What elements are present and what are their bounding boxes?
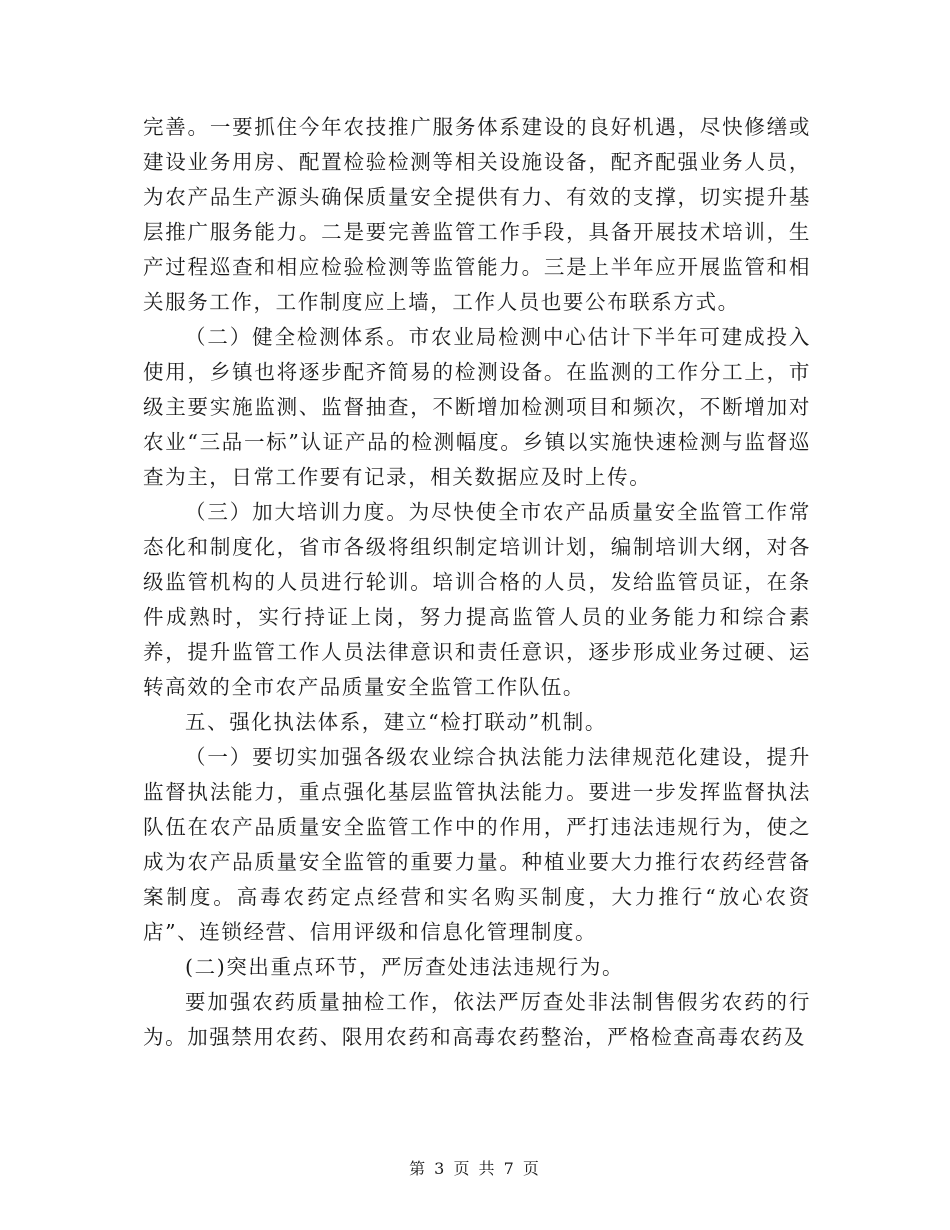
paragraph-training: （三）加大培训力度。为尽快使全市农产品质量安全监管工作常态化和制度化，省市各级将组织制定培训计划，编制培训大纲，对各级监管机构的人员进行轮训。培训合格的人员，发给监管员证，在条件成熟时，实行持证上岗，努力提高监管人员的业务能力和综合素养，提升监管工作人员法律意识和责任意识，逐步形成业务过硬、运转高效的全市农产品质量安全监管工作队伍。 [143,500,811,699]
paragraph-detection-system: （二）健全检测体系。市农业局检测中心估计下半年可建成投入使用，乡镇也将逐步配齐简易的检测设备。在监测的工作分工上，市级主要实施监测、监督抽查，不断增加检测项目和频次，不断增加对农业“三品一标”认证产品的检测幅度。乡镇以实施快速检测与监督巡查为主，日常工作要有记录，相关数据应及时上传。 [143,325,811,489]
paragraph-enforcement-capacity: （一）要切实加强各级农业综合执法能力法律规范化建设，提升监督执法能力，重点强化基层监管执法能力。要进一步发挥监督执法队伍在农产品质量安全监管工作中的作用，严打违法违规行为，使之成为农产品质量安全监管的重要力量。种植业要大力推行农药经营备案制度。高毒农药定点经营和实名购买制度，大力推行“放心农资店”、连锁经营、信用评级和信息化管理制度。 [143,745,811,944]
subheading-key-links: (二)突出重点环节，严厉查处违法违规行为。 [185,955,625,979]
paragraph-continued: 完善。一要抓住今年农技推广服务体系建设的良好机遇，尽快修缮或建设业务用房、配置检验检测等相关设施设备，配齐配强业务人员，为农产品生产源头确保质量安全提供有力、有效的支撑，切实提升基层推广服务能力。二是要完善监管工作手段，具备开展技术培训，生产过程巡查和相应检验检测等监管能力。三是上半年应开展监管和相关服务工作，工作制度应上墙，工作人员也要公布联系方式。 [143,115,811,314]
page-number-footer: 第 3 页 共 7 页 [409,1159,541,1178]
section-heading-enforcement: 五、强化执法体系，建立“检打联动”机制。 [185,710,607,734]
paragraph-pesticide-inspection: 要加强农药质量抽检工作，依法严厉查处非法制售假劣农药的行为。加强禁用农药、限用农药和高毒农药整治，严格检查高毒农药及 [143,990,811,1049]
document-body [143,110,811,1055]
